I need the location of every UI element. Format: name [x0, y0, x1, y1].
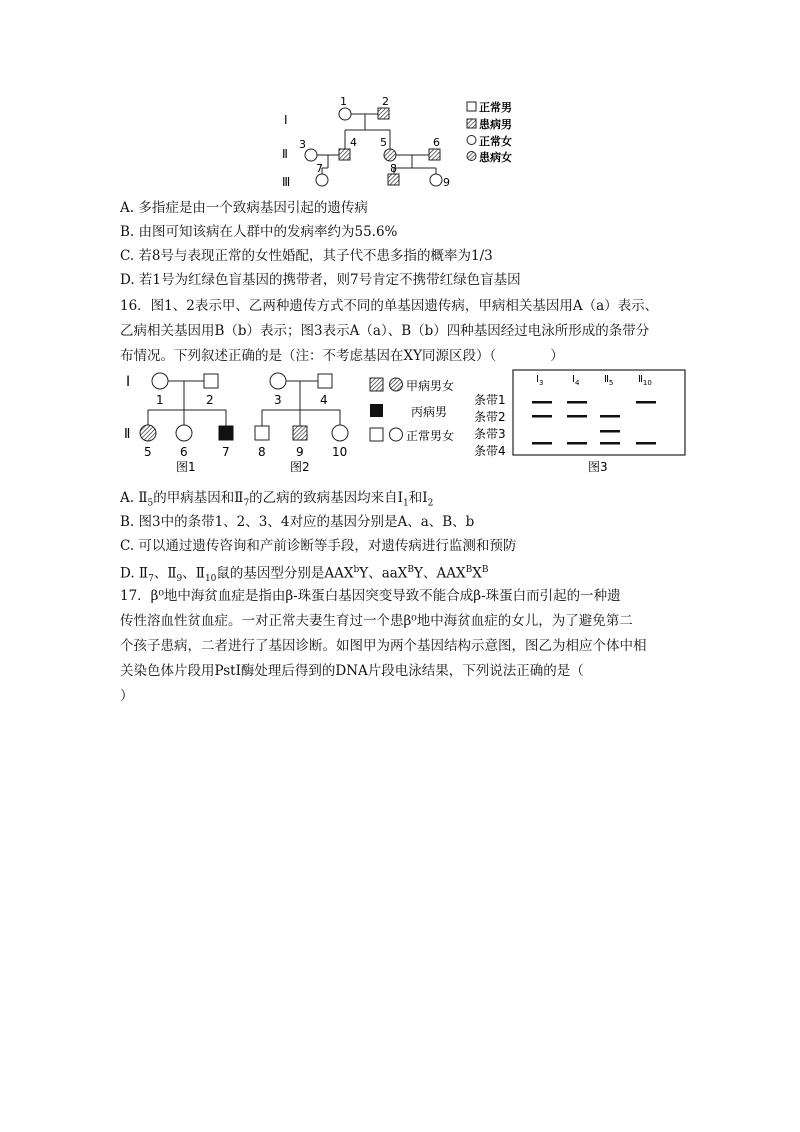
band-i4-1	[567, 401, 587, 404]
individual-7-normal-female	[316, 174, 328, 186]
num-5: 5	[380, 136, 387, 149]
fig1-num-2: 2	[206, 393, 214, 407]
band-i3-4	[532, 442, 552, 445]
generation-label-1: Ⅰ	[284, 113, 288, 127]
num-9: 9	[443, 176, 450, 189]
fig3-band-label-2: 条带2	[474, 410, 506, 424]
fig1-individual-1	[152, 373, 168, 389]
band-i4-4	[567, 442, 587, 445]
legend-normal-female-icon	[467, 136, 476, 145]
legend-normal-male-icon	[370, 428, 383, 441]
num-8: 8	[390, 162, 397, 175]
q16-figures	[118, 368, 688, 480]
fig2-label: 图2	[290, 460, 310, 474]
q16-option-b: B. 图3中的条带1、2、3、4对应的基因分别是A、a、B、b	[120, 514, 475, 530]
fig3-band-label-3: 条带3	[474, 427, 506, 441]
fig1-gen-1: Ⅰ	[126, 374, 131, 390]
fig1-individual-5	[140, 425, 156, 441]
q17-stem-line-4: 关染色体片段用PstⅠ酶处理后得到的DNA片段电泳结果，下列说法正确的是（	[120, 663, 584, 679]
q17-stem-line-1: 17．β⁰地中海贫血症是指由β-珠蛋白基因突变导致不能合成β-珠蛋白而引起的一种遗	[120, 588, 621, 604]
band-ii5-4	[600, 442, 620, 445]
legend-normal-female-icon	[390, 428, 403, 441]
num-1: 1	[340, 95, 347, 108]
q17-stem-line-3: 个孩子患病，二者进行了基因诊断。如图甲为两个基因结构示意图，图乙为相应个体中相	[120, 638, 647, 654]
fig3-lane-1: $Ⅰ_3$	[536, 374, 544, 387]
fig2-num-4: 4	[320, 393, 328, 407]
q16-option-a: A. $Ⅱ_5$的甲病基因和$Ⅱ_7$的乙病的致病基因均来自$Ⅰ_1$和$Ⅰ_2$	[120, 490, 434, 509]
q17-stem-line-2: 传性溶血性贫血症。一对正常夫妻生育过一个患β⁰地中海贫血症的女儿，为了避免第二	[120, 613, 633, 629]
num-3: 3	[299, 138, 306, 151]
fig2-individual-10	[332, 425, 348, 441]
legend-jia-female-icon	[390, 378, 403, 391]
generation-label-2: Ⅱ	[282, 147, 288, 161]
legend-affected-female: 患病女	[479, 151, 512, 164]
legend-normal-male-icon	[467, 102, 476, 111]
fig2-num-9: 9	[296, 445, 304, 459]
q16-stem-line-1: 16．图1、2表示甲、乙两种遗传方式不同的单基因遗传病，甲病相关基因用A（a）表示、	[120, 298, 659, 314]
q15-option-c: C. 若8号与表现正常的女性婚配，其子代不患多指的概率为1/3	[120, 248, 493, 264]
legend-jia-male-icon	[370, 378, 383, 391]
q16-option-d: D. $Ⅱ_7$、$Ⅱ_9$、$Ⅱ_{10}$鼠的基因型分别是AAX$^b$Y、aaX$^B$Y、$AAX^BX^B$	[120, 565, 489, 585]
fig2-num-8: 8	[258, 445, 266, 459]
band-i4-2	[567, 415, 587, 418]
legend-bing: 丙病男	[411, 405, 448, 419]
fig2-individual-8	[255, 426, 269, 440]
fig1-label: 图1	[176, 460, 196, 474]
legend-affected-male: 患病男	[479, 118, 512, 131]
band-ii5-3	[600, 430, 620, 433]
legend-normal: 正常男女	[406, 429, 455, 443]
generation-label-3: Ⅲ	[282, 175, 291, 189]
individual-9-normal-female	[430, 174, 442, 186]
fig1-individual-6	[176, 425, 192, 441]
legend-normal-female: 正常女	[479, 135, 512, 148]
q16-stem-line-3: 布情况。下列叙述正确的是（注：不考虑基因在XY同源区段）（ ）	[120, 348, 564, 364]
fig3-lane-2: $Ⅰ_4$	[572, 374, 580, 387]
fig1-individual-7	[219, 426, 233, 440]
fig1-num-1: 1	[156, 393, 164, 407]
fig3-band-label-1: 条带1	[474, 393, 506, 407]
individual-4-affected-male	[339, 149, 350, 160]
individual-6-affected-male	[429, 149, 440, 160]
fig2-num-3: 3	[274, 393, 282, 407]
pedigree-figure-q15	[270, 92, 560, 192]
fig2-individual-9	[293, 426, 307, 440]
individual-1-normal-female	[339, 108, 351, 120]
q17-stem-line-5: ）	[120, 688, 134, 704]
band-ii10-1	[636, 401, 656, 404]
legend-bing-male-icon	[370, 404, 383, 417]
num-2: 2	[382, 95, 389, 108]
fig3-band-label-4: 条带4	[474, 444, 506, 458]
individual-2-affected-male	[378, 108, 389, 119]
q16-option-c: C. 可以通过遗传咨询和产前诊断等手段，对遗传病进行监测和预防	[120, 538, 517, 554]
fig1-num-7: 7	[222, 445, 230, 459]
fig2-num-10: 10	[332, 445, 348, 459]
legend-jia: 甲病男女	[406, 379, 455, 393]
legend-affected-male-icon	[467, 119, 476, 128]
fig1-individual-2	[204, 374, 218, 388]
q15-option-a: A. 多指症是由一个致病基因引起的遗传病	[120, 200, 368, 216]
fig2-individual-4	[318, 374, 332, 388]
individual-3-normal-female	[305, 149, 317, 161]
num-4: 4	[350, 136, 357, 149]
legend-affected-female-icon	[467, 152, 476, 161]
band-ii10-4	[636, 442, 656, 445]
q16-stem-line-2: 乙病相关基因用B（b）表示；图3表示A（a）、B（b）四种基因经过电泳所形成的条带分	[120, 323, 650, 339]
fig3-lane-4: $Ⅱ_{10}$	[638, 374, 652, 387]
individual-5-affected-female	[384, 149, 396, 161]
q15-option-d: D. 若1号为红绿色盲基因的携带者，则7号肯定不携带红绿色盲基因	[120, 272, 521, 288]
legend-normal-male: 正常男	[479, 101, 512, 114]
num-6: 6	[433, 136, 440, 149]
fig3-label: 图3	[588, 460, 608, 474]
q15-option-b: B. 由图可知该病在人群中的发病率约为55.6%	[120, 224, 398, 240]
individual-8-affected-male	[388, 174, 399, 185]
band-i3-2	[532, 415, 552, 418]
band-ii5-2	[600, 415, 620, 418]
fig1-gen-2: Ⅱ	[124, 427, 131, 442]
fig3-lane-3: $Ⅱ_5$	[604, 374, 614, 387]
band-i3-1	[532, 401, 552, 404]
fig2-individual-3	[270, 373, 286, 389]
num-7: 7	[316, 162, 323, 175]
fig1-num-5: 5	[144, 445, 152, 459]
fig1-num-6: 6	[180, 445, 188, 459]
